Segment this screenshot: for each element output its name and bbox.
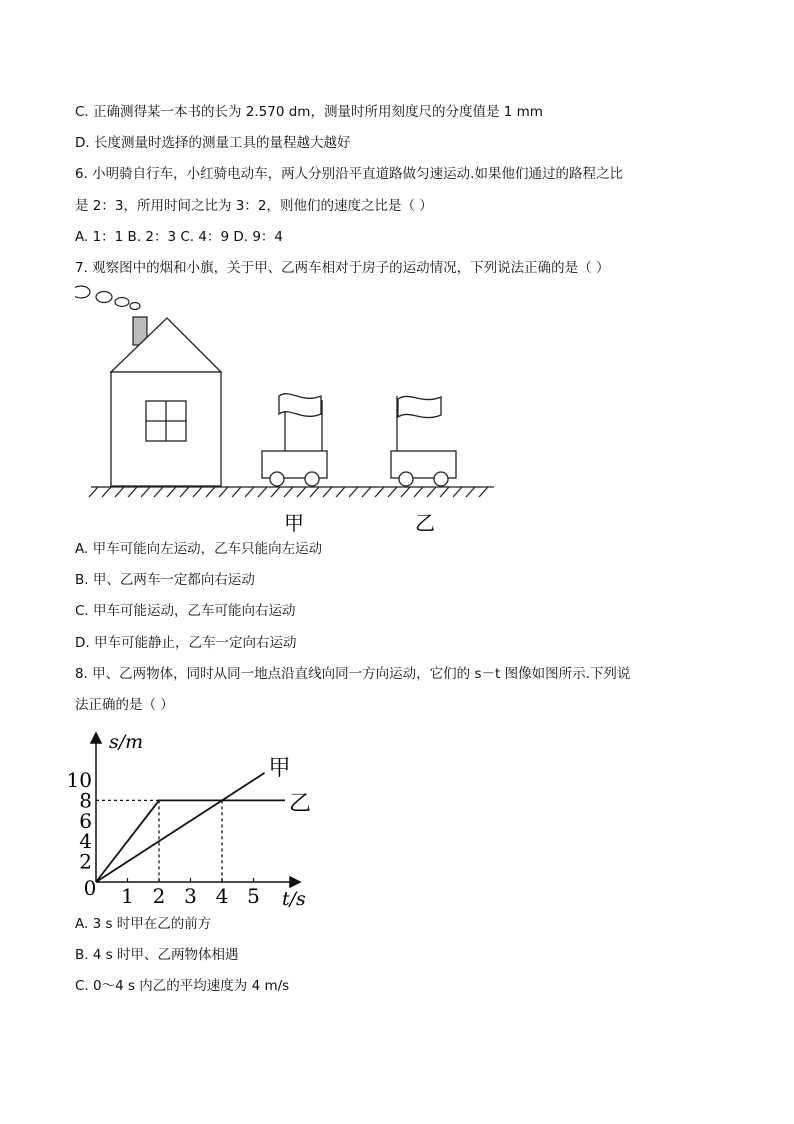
smoke-puff: [96, 292, 112, 303]
label-jia: 甲: [284, 511, 304, 535]
q8-option-b: B. 4 s 时甲、乙两物体相遇: [75, 947, 239, 963]
ground-hatch: [297, 487, 306, 497]
ground-hatch: [440, 487, 449, 497]
q6-stem-line1: 6. 小明骑自行车，小红骑电动车，两人分别沿平直道路做匀速运动.如果他们通过的路程之比: [75, 166, 623, 182]
ground-hatch: [336, 487, 345, 497]
q5-option-c: C. 正确测得某一本书的长为 2.570 dm，测量时所用刻度尺的分度值是 1 mm: [75, 104, 543, 120]
q7-option-b: B. 甲、乙两车一定都向右运动: [75, 572, 255, 588]
ground-hatch: [284, 487, 293, 497]
ground-hatch: [102, 487, 111, 497]
series-label-jia: 甲: [268, 755, 291, 781]
ground-hatch: [362, 487, 371, 497]
ground: [89, 487, 494, 497]
y-tick-label: 2: [79, 849, 92, 874]
ground-hatch: [479, 487, 488, 497]
q7-option-d: D. 甲车可能静止，乙车一定向右运动: [75, 635, 297, 651]
cart-jia: [262, 394, 327, 486]
ground-hatch: [271, 487, 280, 497]
q8-stem-line2: 法正确的是（ ）: [75, 697, 174, 713]
series-line-yi: [96, 800, 285, 882]
x-tick-label: 1: [121, 884, 134, 908]
cart-yi: [391, 396, 456, 486]
q7-figure: [75, 280, 505, 538]
q8-option-a: A. 3 s 时甲在乙的前方: [75, 916, 212, 932]
ground-hatch: [180, 487, 189, 497]
ground-hatch: [115, 487, 124, 497]
q7-option-a: A. 甲车可能向左运动，乙车只能向左运动: [75, 541, 323, 557]
ground-hatch: [206, 487, 215, 497]
ground-hatch: [167, 487, 176, 497]
ground-hatch: [219, 487, 228, 497]
q6-options: A. 1：1 B. 2：3 C. 4：9 D. 9：4: [75, 229, 283, 245]
smoke-puff: [75, 286, 90, 298]
label-yi: 乙: [415, 511, 435, 535]
x-axis-label: t/s: [282, 888, 306, 910]
ground-hatch: [232, 487, 241, 497]
x-tick-label: 4: [215, 884, 229, 908]
ground-hatch: [245, 487, 254, 497]
q7-option-c: C. 甲车可能运动，乙车可能向右运动: [75, 603, 296, 619]
ground-hatch: [349, 487, 358, 497]
ground-hatch: [89, 487, 98, 497]
ground-hatch: [375, 487, 384, 497]
ground-hatch: [388, 487, 397, 497]
st-chart: [60, 722, 320, 912]
y-tick-label: 6: [79, 808, 92, 833]
y-tick-label: 8: [79, 788, 92, 813]
y-tick-label: 10: [66, 768, 92, 792]
ground-hatch: [310, 487, 319, 497]
series-label-yi: 乙: [289, 791, 312, 817]
smoke-puff: [115, 298, 129, 307]
ground-hatch: [401, 487, 410, 497]
ground-hatch: [128, 487, 137, 497]
series-line-jia: [96, 773, 265, 882]
x-tick-label: 5: [247, 884, 260, 908]
ground-hatch: [154, 487, 163, 497]
q8-option-c: C. 0～4 s 内乙的平均速度为 4 m/s: [75, 978, 290, 994]
ground-hatch: [141, 487, 150, 497]
y-tick-label: 4: [79, 829, 92, 854]
x-tick-label: 2: [152, 884, 166, 908]
ground-hatch: [323, 487, 332, 497]
x-tick-label: 0: [83, 876, 97, 900]
ground-hatch: [258, 487, 267, 497]
ground-hatch: [466, 487, 475, 497]
ground-hatch: [414, 487, 423, 497]
q5-option-d: D. 长度测量时选择的测量工具的量程越大越好: [75, 135, 351, 151]
x-tick-label: 3: [184, 884, 197, 908]
smoke-puff: [130, 303, 140, 310]
ground-hatch: [427, 487, 436, 497]
q6-stem-line2: 是 2：3，所用时间之比为 3：2，则他们的速度之比是（ ）: [75, 198, 433, 214]
ground-hatch: [453, 487, 462, 497]
y-axis-label: s/m: [109, 731, 144, 753]
ground-hatch: [193, 487, 202, 497]
house: [111, 318, 221, 486]
q7-stem: 7. 观察图中的烟和小旗，关于甲、乙两车相对于房子的运动情况，下列说法正确的是（ ）: [75, 260, 610, 276]
q8-stem-line1: 8. 甲、乙两物体，同时从同一地点沿直线向同一方向运动，它们的 s－t 图像如图所示.下列说: [75, 666, 631, 682]
